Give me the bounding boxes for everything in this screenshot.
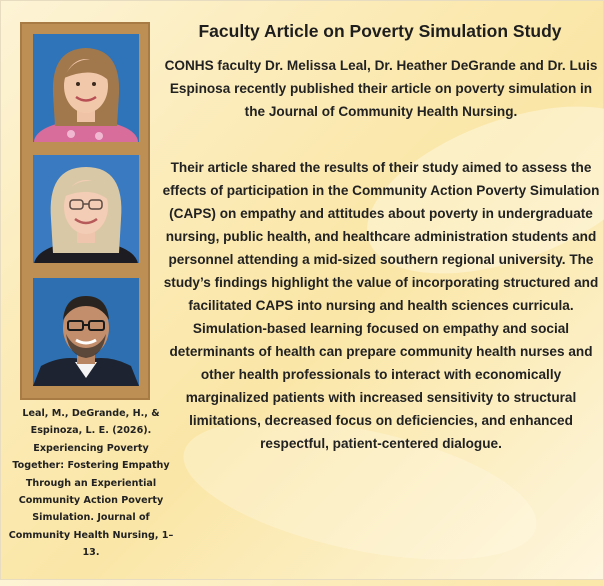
- photo-strip: [20, 22, 150, 400]
- article-body: Their article shared the results of their study aimed to assess the effects of participation in the Community Action Poverty Simulation (CAPS) on empathy and attitudes about poverty in undergraduate nursing, public health, and healthcare administration students and personnel attending a mid-sized southern regional university. The study’s findings highlight the value of incorporating structured and facilitated CAPS into nursing and health sciences curricula. Simulation-based learning focused on empathy and social determinants of health can prepare community health nurses and other health professionals to interact with economically marginalized patients with increased sensitivity to structural limitations, decreased focus on deficiencies, and enhanced respectful, patient-centered dialogue.: [162, 160, 600, 451]
- faculty-photo-2: [33, 155, 139, 263]
- faculty-photo-1: [33, 34, 139, 142]
- faculty-photo-3: [33, 278, 139, 386]
- article-title: Faculty Article on Poverty Simulation Study: [198, 21, 562, 41]
- article-intro: CONHS faculty Dr. Melissa Leal, Dr. Heather DeGrande and Dr. Luis Espinosa recently published their article on poverty simulation in the Journal of Community Health Nursing.: [164, 58, 598, 119]
- article-citation: Leal, M., DeGrande, H., & Espinoza, L. E. (2026). Experiencing Poverty Together: Fostering Empathy Through an Experiential Community Action Poverty Simulation. Journal of Community Health Nursing, 1–13.: [8, 408, 174, 559]
